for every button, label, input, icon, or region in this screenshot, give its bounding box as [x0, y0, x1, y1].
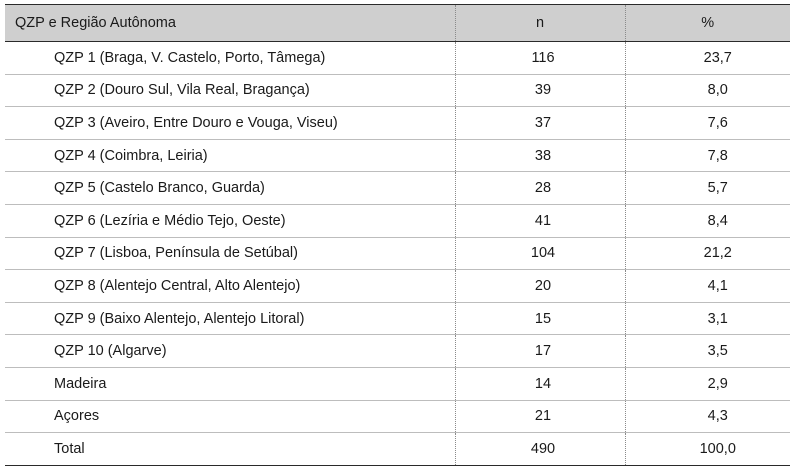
table-row: [5, 139, 790, 172]
region-cell: QZP 6 (Lezíria e Médio Tejo, Oeste): [54, 212, 286, 229]
percent-cell: 100,0: [625, 433, 790, 466]
region-cell: QZP 2 (Douro Sul, Vila Real, Bragança): [54, 82, 310, 99]
table-total-row: [5, 433, 790, 466]
count-cell: 104: [455, 237, 625, 270]
header-percent: %: [625, 5, 790, 42]
region-cell: QZP 5 (Castelo Branco, Guarda): [54, 180, 265, 197]
table-row: [5, 270, 790, 303]
count-cell: 15: [455, 302, 625, 335]
percent-cell: 5,7: [625, 172, 790, 205]
region-cell: Total: [54, 440, 85, 457]
count-cell: 116: [455, 42, 625, 75]
region-cell: Açores: [54, 408, 100, 425]
percent-cell: 3,5: [625, 335, 790, 368]
count-cell: 38: [455, 139, 625, 172]
table-header-row: [5, 5, 790, 42]
percent-cell: 7,8: [625, 139, 790, 172]
table-body: [5, 42, 790, 466]
region-cell: QZP 8 (Alentejo Central, Alto Alentejo): [54, 277, 301, 294]
count-cell: 39: [455, 74, 625, 107]
table-row: [5, 172, 790, 205]
percent-cell: 7,6: [625, 107, 790, 140]
header-region: QZP e Região Autônoma: [5, 5, 455, 42]
table-row: [5, 42, 790, 75]
percent-cell: 8,4: [625, 204, 790, 237]
region-cell: Madeira: [54, 375, 107, 392]
count-cell: 41: [455, 204, 625, 237]
region-cell: QZP 10 (Algarve): [54, 343, 167, 360]
region-cell: QZP 9 (Baixo Alentejo, Alentejo Litoral): [54, 310, 305, 327]
percent-cell: 3,1: [625, 302, 790, 335]
distribution-table: [5, 4, 790, 466]
count-cell: 21: [455, 400, 625, 433]
region-cell: QZP 7 (Lisboa, Península de Setúbal): [54, 245, 298, 262]
region-cell: QZP 3 (Aveiro, Entre Douro e Vouga, Viseu): [54, 114, 338, 131]
percent-cell: 4,1: [625, 270, 790, 303]
region-cell: QZP 4 (Coimbra, Leiria): [54, 147, 208, 164]
percent-cell: 2,9: [625, 367, 790, 400]
count-cell: 14: [455, 367, 625, 400]
count-cell: 28: [455, 172, 625, 205]
table-row: [5, 74, 790, 107]
count-cell: 37: [455, 107, 625, 140]
table-row: [5, 107, 790, 140]
table-row: [5, 237, 790, 270]
percent-cell: 8,0: [625, 74, 790, 107]
percent-cell: 23,7: [625, 42, 790, 75]
table-row: [5, 302, 790, 335]
table-row: [5, 367, 790, 400]
table-row: [5, 204, 790, 237]
table-row: [5, 335, 790, 368]
count-cell: 490: [455, 433, 625, 466]
table-row: [5, 400, 790, 433]
count-cell: 17: [455, 335, 625, 368]
header-n: n: [455, 5, 625, 42]
percent-cell: 4,3: [625, 400, 790, 433]
percent-cell: 21,2: [625, 237, 790, 270]
region-cell: QZP 1 (Braga, V. Castelo, Porto, Tâmega): [54, 49, 326, 66]
count-cell: 20: [455, 270, 625, 303]
